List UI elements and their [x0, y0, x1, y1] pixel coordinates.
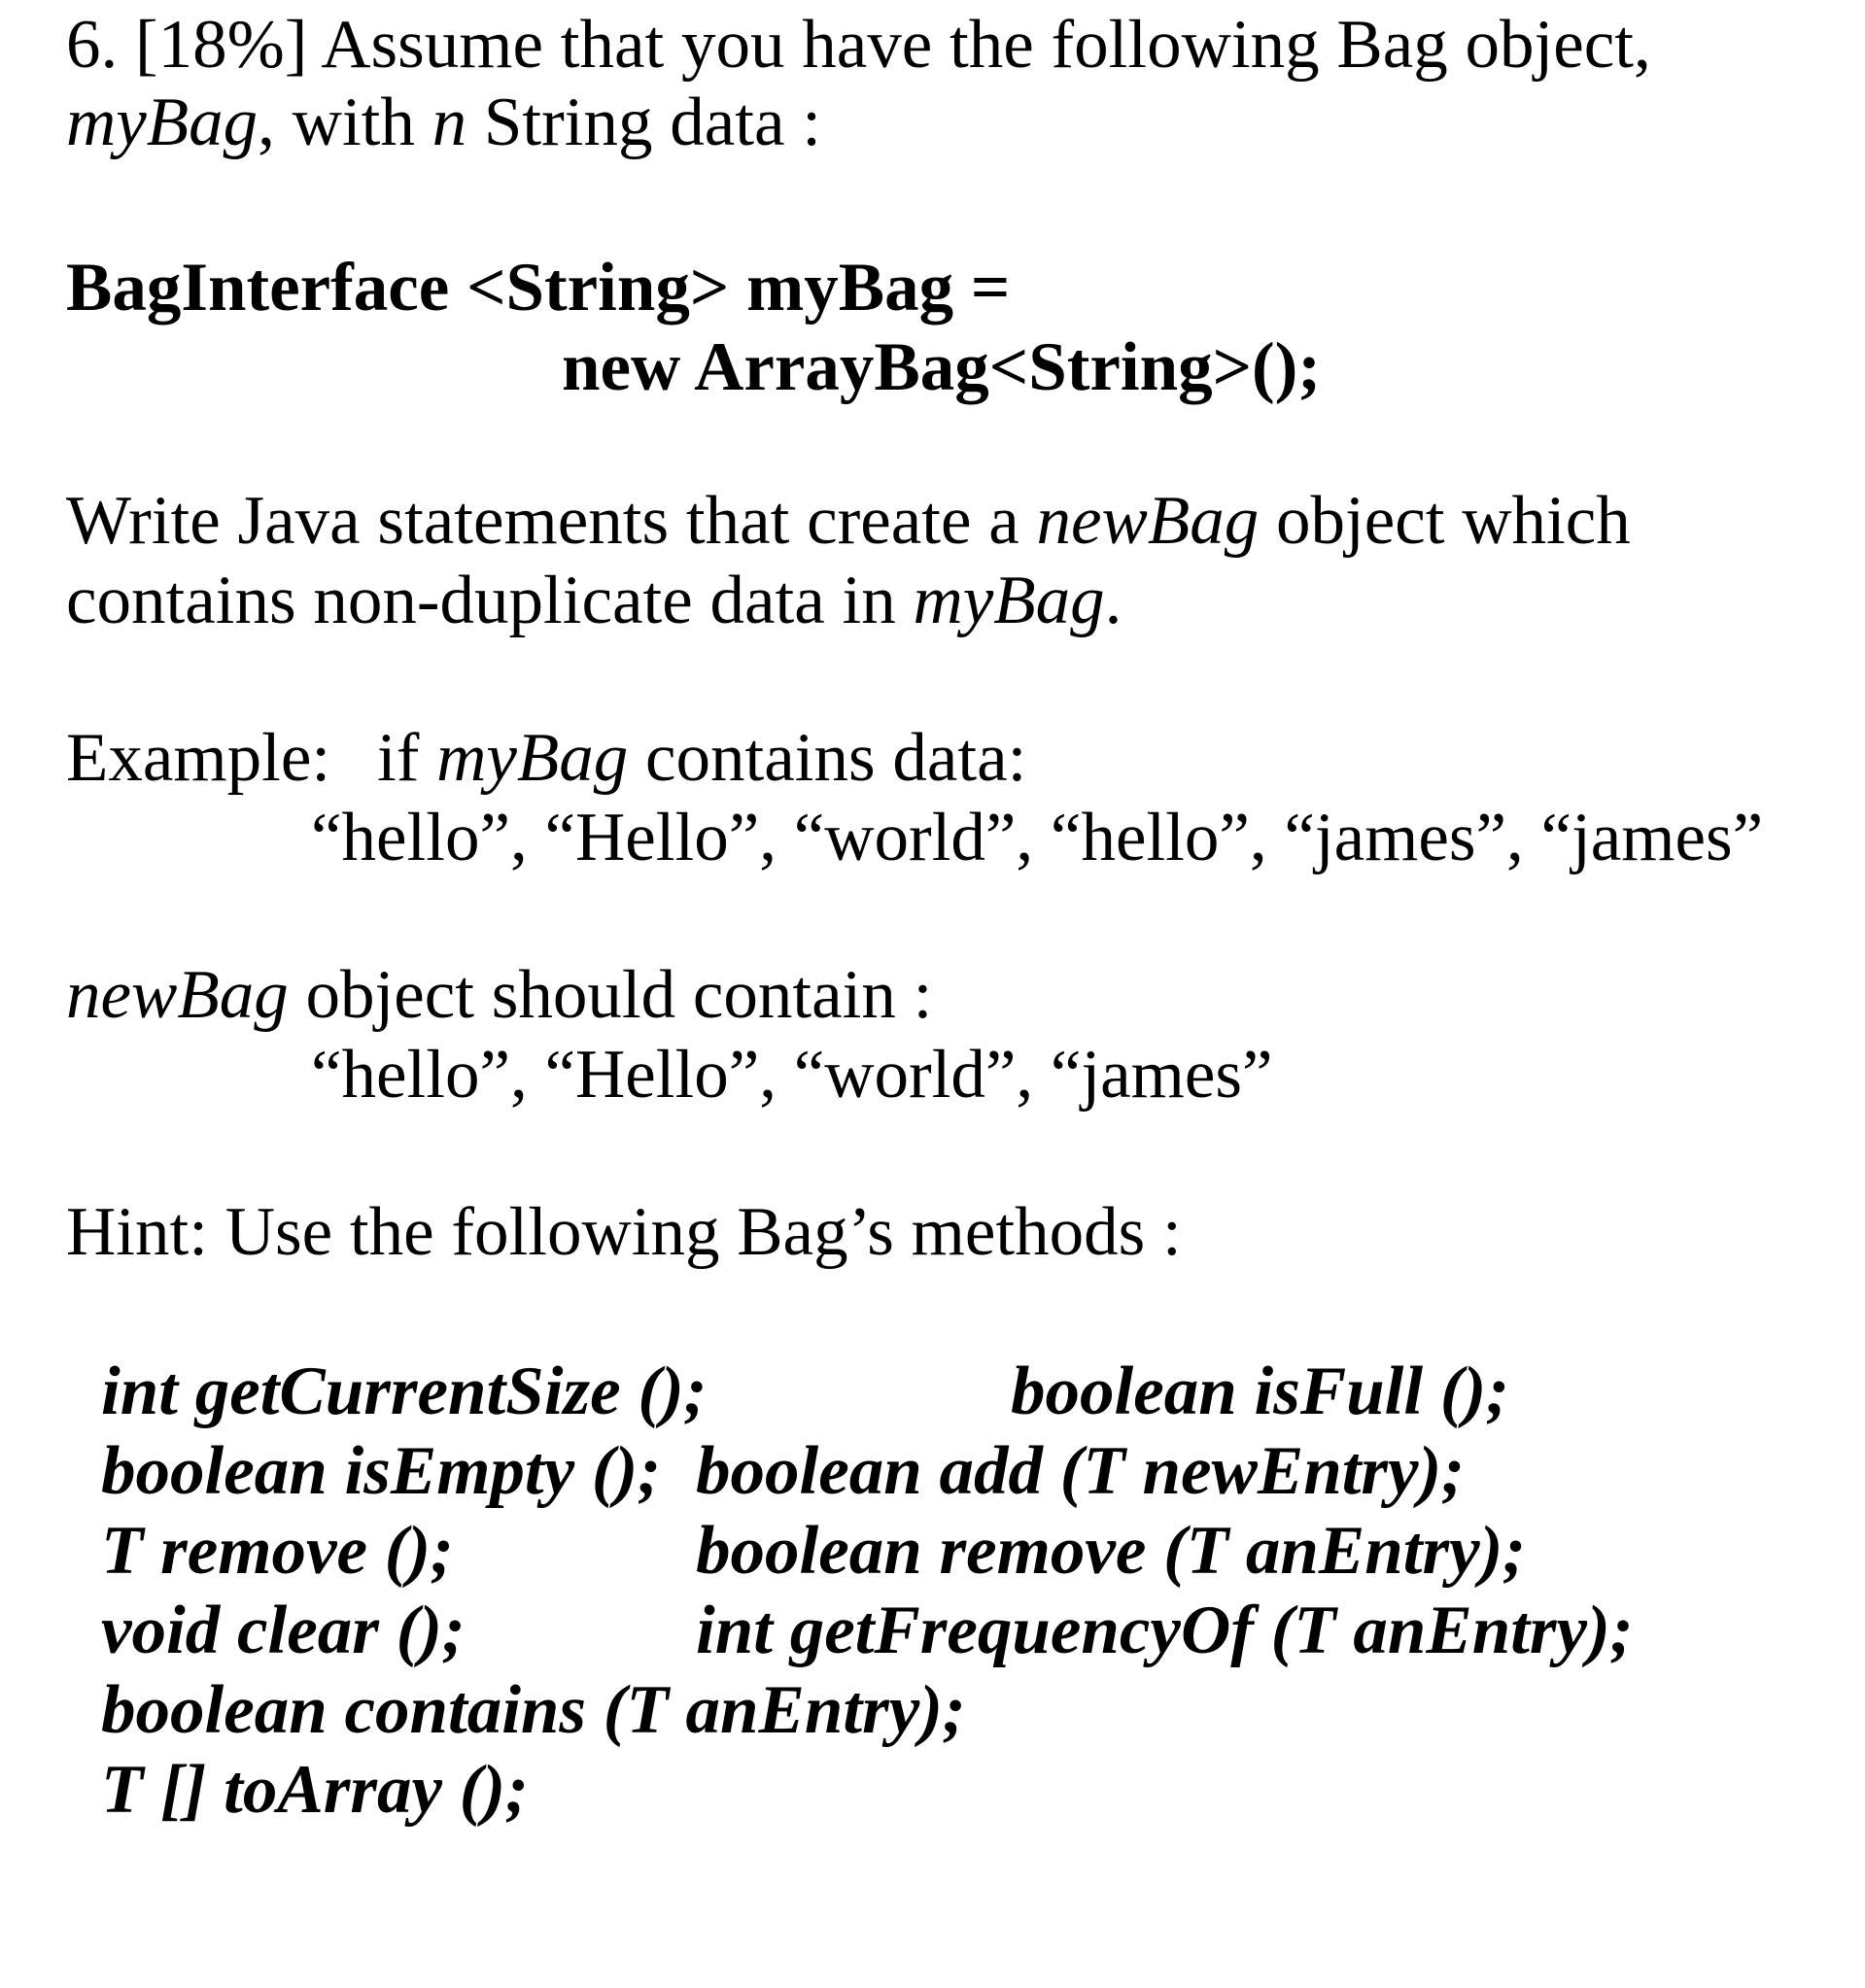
- result-data: [311, 1036, 1273, 1114]
- method-isfull: boolean isFull ();: [1011, 1354, 1509, 1429]
- method-getcurrentsize: int getCurrentSize ();: [101, 1354, 708, 1429]
- mybag-var: myBag: [66, 85, 259, 160]
- task-line-1: [66, 482, 1631, 560]
- declaration-text-2: new ArrayBag<String>();: [562, 329, 1321, 405]
- example-data: [311, 799, 1763, 876]
- task-line-2: [66, 562, 1122, 639]
- hint-line: [66, 1193, 1182, 1271]
- example-var: myBag: [436, 720, 629, 796]
- example-line: [66, 719, 330, 797]
- example-if: if: [377, 720, 437, 796]
- declaration-line-1: [66, 249, 1010, 326]
- task-line2-start: contains non-duplicate data in: [66, 563, 914, 638]
- result-rest: object should contain :: [288, 957, 933, 1033]
- mybag-var-2: myBag: [913, 563, 1105, 638]
- method-add: boolean add (T newEntry);: [696, 1433, 1465, 1509]
- task-end: object which: [1259, 483, 1631, 559]
- method-remove-noarg: T remove ();: [101, 1513, 454, 1589]
- task-line2-end: .: [1104, 563, 1122, 638]
- newbag-var: newBag: [1036, 483, 1260, 559]
- question-text: 6. [18%] Assume that you have the following Bag object,: [66, 7, 1651, 83]
- question-end: String data :: [466, 85, 821, 160]
- method-getfrequencyof: int getFrequencyOf (T anEntry);: [696, 1593, 1634, 1668]
- declaration-text-1: BagInterface <String> myBag =: [66, 250, 1011, 326]
- method-toarray: T [] toArray ();: [101, 1752, 529, 1828]
- example-label: Example:: [66, 720, 331, 796]
- declaration-line-2: [562, 328, 1321, 406]
- method-remove-entry: boolean remove (T anEntry);: [696, 1513, 1526, 1589]
- example-rest: contains data:: [628, 720, 1027, 796]
- hint-text: Hint: Use the following Bag’s methods :: [66, 1194, 1182, 1270]
- question-line-2: [66, 84, 821, 161]
- result-line: [66, 956, 932, 1034]
- method-isempty: boolean isEmpty ();: [101, 1433, 661, 1509]
- method-clear: void clear ();: [101, 1593, 466, 1668]
- example-condition: [377, 719, 1026, 797]
- n-var: n: [432, 85, 467, 160]
- method-contains: boolean contains (T anEntry);: [101, 1672, 966, 1748]
- question-line-1: [66, 6, 1651, 84]
- result-data-text: “hello”, “Hello”, “world”, “james”: [311, 1037, 1273, 1113]
- question-mid: , with: [258, 85, 432, 160]
- task-start: Write Java statements that create a: [66, 483, 1037, 559]
- result-var: newBag: [66, 957, 289, 1033]
- example-data-text: “hello”, “Hello”, “world”, “hello”, “james”, “james”: [311, 800, 1764, 875]
